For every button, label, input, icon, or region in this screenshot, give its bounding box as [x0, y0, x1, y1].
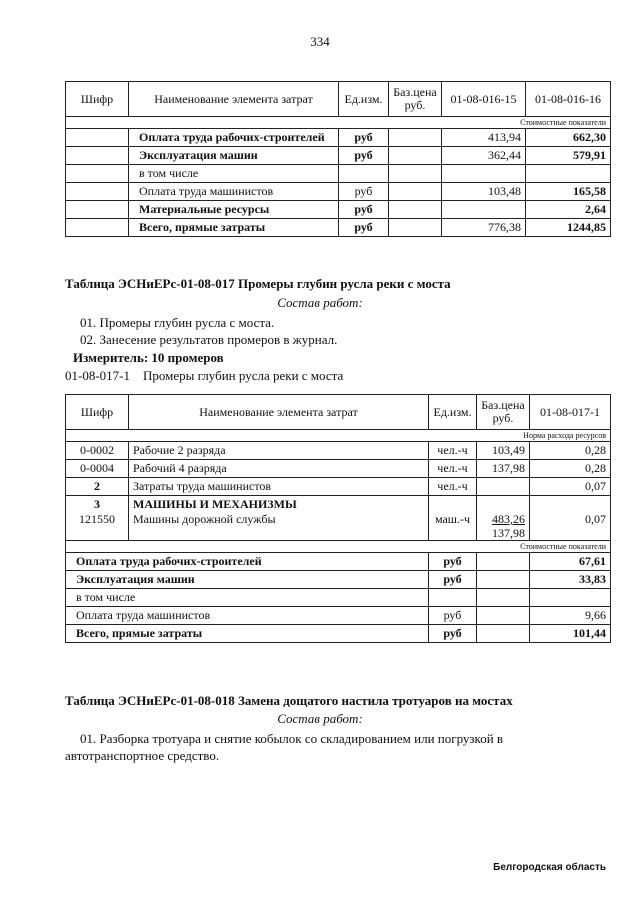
base-price-cell: [389, 147, 442, 165]
cost-table-1: [65, 81, 611, 237]
value-cell: 0,07: [530, 478, 611, 496]
unit-cell: чел.-ч: [429, 478, 477, 496]
value-cell: [442, 201, 526, 219]
meter-label: Измеритель: 10 промеров: [73, 350, 224, 365]
table-row: [66, 129, 611, 147]
table-title: Таблица ЭСНиЕРс-01-08-018 Замена дощатого настила тротуаров на мостах: [65, 693, 513, 708]
base-price-cell: [477, 607, 530, 625]
name-cell: Оплата труда рабочих-строителей: [129, 129, 339, 147]
base-price-cell: [477, 589, 530, 607]
unit-cell: руб: [339, 129, 389, 147]
composition-label: Состав работ:: [277, 711, 363, 726]
code-cell: 0-0004: [66, 460, 129, 478]
base-price-cell: [389, 183, 442, 201]
name-cell: МАШИНЫ И МЕХАНИЗМЫ: [129, 496, 429, 513]
table-row: [66, 496, 611, 513]
table-title: Таблица ЭСНиЕРс-01-08-017 Промеры глубин русла реки с моста: [65, 276, 451, 291]
section-label: Стоимостные показатели: [66, 117, 611, 129]
value-cell: 776,38: [442, 219, 526, 237]
unit-cell: руб: [339, 147, 389, 165]
table-row: [66, 442, 611, 460]
value-cell: 9,66: [530, 607, 611, 625]
unit-cell: [339, 165, 389, 183]
value-cell: 413,94: [442, 129, 526, 147]
name-cell: Рабочий 4 разряда: [129, 460, 429, 478]
code-cell: 3: [66, 496, 129, 513]
header-base-price: Баз.цена руб.: [389, 82, 442, 117]
unit-cell: руб: [429, 607, 477, 625]
code-cell: 2: [66, 478, 129, 496]
header-name: Наименование элемента затрат: [129, 82, 339, 117]
code-cell: [66, 219, 129, 237]
name-cell: Рабочие 2 разряда: [129, 442, 429, 460]
header-col-1: 01-08-016-15: [442, 82, 526, 117]
base-price-cell: [477, 512, 530, 541]
unit-cell: руб: [429, 571, 477, 589]
table-row: [66, 571, 611, 589]
work-item: 01. Разборка тротуара и снятие кобылок со складированием или погрузкой в: [80, 731, 504, 746]
table-row: [66, 625, 611, 643]
base-price-cell: 103,49: [477, 442, 530, 460]
name-cell: Машины дорожной службы: [129, 512, 429, 541]
code-cell: 0-0002: [66, 442, 129, 460]
base-price-cell: [389, 165, 442, 183]
table-header: [66, 395, 611, 430]
unit-cell: руб: [339, 201, 389, 219]
page-number: 334: [310, 34, 330, 49]
name-cell: Оплата труда машинистов: [129, 183, 339, 201]
code-cell: [66, 183, 129, 201]
name-cell: Эксплуатация машин: [66, 571, 429, 589]
code-cell: [66, 147, 129, 165]
value-cell: 0,28: [530, 442, 611, 460]
value-cell: 2,64: [526, 201, 611, 219]
work-item: автотранспортное средство.: [65, 748, 220, 763]
code-cell: [66, 129, 129, 147]
value-cell: 103,48: [442, 183, 526, 201]
unit-cell: чел.-ч: [429, 442, 477, 460]
code-cell: [66, 201, 129, 219]
section-label: Стоимостные показатели: [66, 541, 611, 553]
base-price-value: 483,26: [492, 512, 525, 526]
composition-label: Состав работ:: [277, 295, 363, 310]
header-base-price: Баз.цена руб.: [477, 395, 530, 430]
code-cell: 121550: [66, 512, 129, 541]
table-header: [66, 82, 611, 117]
value-cell: 662,30: [526, 129, 611, 147]
value-cell: [530, 589, 611, 607]
name-cell: Оплата труда машинистов: [66, 607, 429, 625]
table-row: [66, 147, 611, 165]
footer-region: Белгородская область: [493, 862, 606, 873]
table-row: [66, 512, 611, 541]
header-code: Шифр: [66, 395, 129, 430]
header-unit: Ед.изм.: [429, 395, 477, 430]
header-unit: Ед.изм.: [339, 82, 389, 117]
table-row: [66, 478, 611, 496]
value-cell: 33,83: [530, 571, 611, 589]
name-cell: Материальные ресурсы: [129, 201, 339, 219]
work-item: 02. Занесение результатов промеров в журнал.: [80, 332, 338, 347]
value-cell: 579,91: [526, 147, 611, 165]
resource-table: [65, 394, 611, 643]
name-cell: в том числе: [129, 165, 339, 183]
value-cell: 67,61: [530, 553, 611, 571]
header-col-2: 01-08-016-16: [526, 82, 611, 117]
table-row: [66, 201, 611, 219]
name-cell: Всего, прямые затраты: [66, 625, 429, 643]
value-cell: 0,28: [530, 460, 611, 478]
code-cell: [66, 165, 129, 183]
name-cell: Всего, прямые затраты: [129, 219, 339, 237]
header-name: Наименование элемента затрат: [129, 395, 429, 430]
section-label: Норма расхода ресурсов: [66, 430, 611, 442]
name-cell: Оплата труда рабочих-строителей: [66, 553, 429, 571]
value-cell: [442, 165, 526, 183]
base-price-cell: [477, 571, 530, 589]
header-code: Шифр: [66, 82, 129, 117]
table-row: [66, 553, 611, 571]
table-row: [66, 183, 611, 201]
code-line: 01-08-017-1 Промеры глубин русла реки с моста: [65, 368, 344, 383]
work-item: 01. Промеры глубин русла с моста.: [80, 315, 275, 330]
table-row: [66, 589, 611, 607]
unit-cell: руб: [429, 625, 477, 643]
unit-cell: руб: [339, 219, 389, 237]
table-row: [66, 165, 611, 183]
value-cell: 101,44: [530, 625, 611, 643]
unit-cell: руб: [429, 553, 477, 571]
header-col-1: 01-08-017-1: [530, 395, 611, 430]
base-price-cell: [389, 129, 442, 147]
unit-cell: чел.-ч: [429, 460, 477, 478]
value-cell: 362,44: [442, 147, 526, 165]
table-row: [66, 607, 611, 625]
base-price-cell: 137,98: [477, 460, 530, 478]
value-cell: [526, 165, 611, 183]
name-cell: Эксплуатация машин: [129, 147, 339, 165]
base-price-value: 137,98: [492, 526, 525, 540]
base-price-cell: [477, 625, 530, 643]
value-cell: 165,58: [526, 183, 611, 201]
unit-cell: маш.-ч: [429, 512, 477, 541]
base-price-cell: [389, 201, 442, 219]
table-row: [66, 219, 611, 237]
unit-cell: руб: [339, 183, 389, 201]
unit-cell: [429, 589, 477, 607]
value-cell: 1244,85: [526, 219, 611, 237]
base-price-cell: [477, 553, 530, 571]
base-price-cell: [477, 478, 530, 496]
name-cell: Затраты труда машинистов: [129, 478, 429, 496]
name-cell: в том числе: [66, 589, 429, 607]
value-cell: 0,07: [530, 512, 611, 541]
table-row: [66, 460, 611, 478]
base-price-cell: [389, 219, 442, 237]
